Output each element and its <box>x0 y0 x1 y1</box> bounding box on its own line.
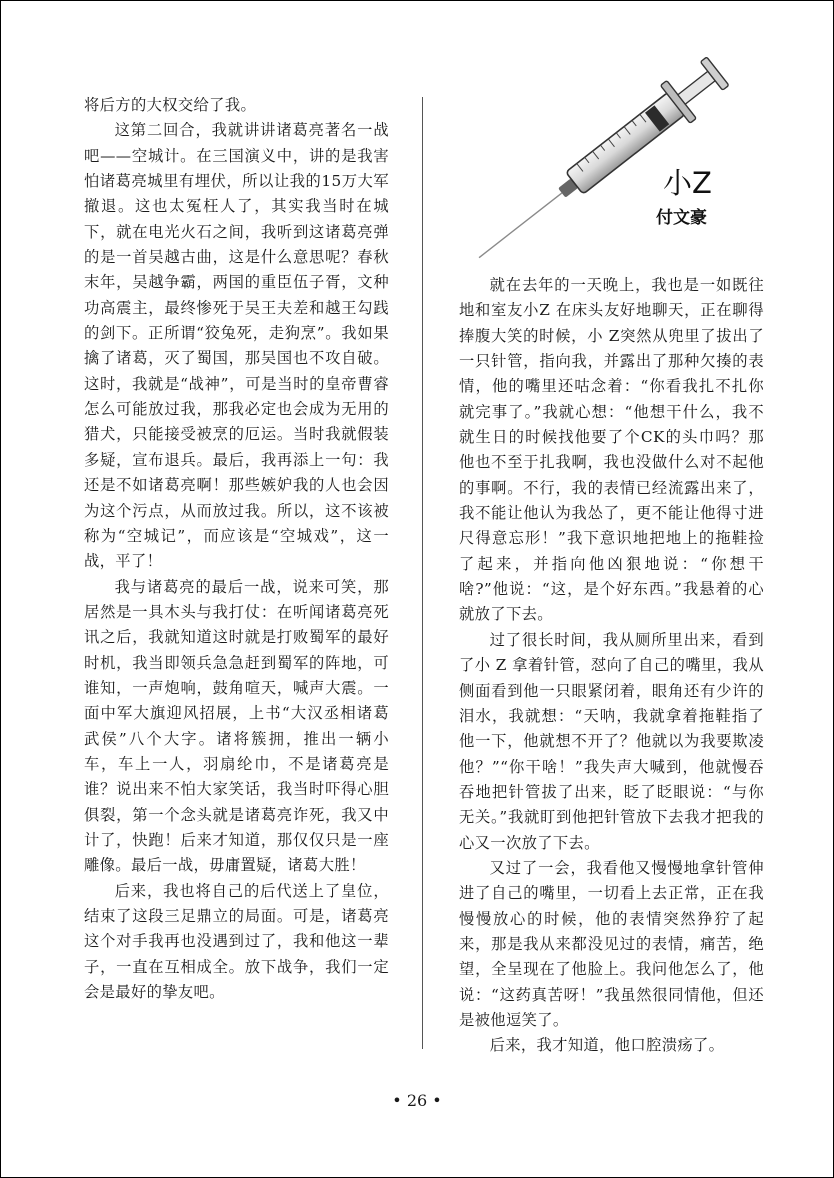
article-paragraph-2: 过了很长时间，我从厕所里出来，看到了小 Z 拿着针管，怼向了自己的嘴里，我从侧面看到他一只眼紧闭着，眼角还有少许的泪水，我就想：“天呐，我就拿着拖鞋指了他一下，他就想不开了？他就以为我要欺凌他？”“你干啥！”我失声大喊到，他就慢吞吞地把针管拔了出来，眨了眨眼说：“与你无关。”我就盯到他把针管放下去我才把我的心又一次放了下去。 <box>459 630 764 852</box>
needle <box>479 193 562 258</box>
column-divider <box>422 97 423 1049</box>
page-number: • 26 • <box>392 1091 442 1110</box>
left-paragraph-3: 我与诸葛亮的最后一战，说来可笑，那居然是一具木头与我打仗：在听闻诸葛亮死讯之后，我就知道这时就是打败蜀军的最好时机，我当即领兵急急赶到蜀军的阵地，可谁知，一声炮响，鼓角喧天，喊声大震。一面中军大旗迎风招展，上书“大汉丞相诸葛武侯”八个大字。诸将簇拥，推出一辆小车，车上一人，羽扇纶巾，不是诸葛亮是谁？说出来不怕大家笑话，我当时吓得心胆俱裂，第一个念头就是诸葛亮诈死，我又中计了，快跑！后来才知道，那仅仅只是一座雕像。最后一战，毋庸置疑，诸葛大胜！ <box>84 577 389 875</box>
left-paragraph-2: 这第二回合，我就讲讲诸葛亮著名一战吧——空城计。在三国演义中，讲的是我害怕诸葛亮城里有埋伏，所以让我的15万大军撤退。这也太冤枉人了，其实我当时在城下，就在电光火石之间，我听到这诸葛亮弹的是一首吴越古曲，这是什么意思呢？春秋末年，吴越争霸，两国的重臣伍子胥，文种功高震主，最终惨死于吴王夫差和越王勾践的剑下。正所谓“狡兔死，走狗烹”。我如果擒了诸葛，灭了蜀国，那吴国也不攻自破。这时，我就是“战神”，可是当时的皇帝曹睿怎么可能放过我，那我必定也会成为无用的猎犬，只能接受被烹的厄运。当时我就假装多疑，宣布退兵。最后，我再添上一句：我还是不如诸葛亮啊！那些嫉妒我的人也会因为这个污点，从而放过我。所以，这不该被称为“空城记”，而应该是“空城戏”，这一战，平了！ <box>84 121 389 571</box>
article-paragraph-4: 后来，我才知道，他口腔溃疡了。 <box>489 1036 725 1055</box>
left-paragraph-1: 将后方的大权交给了我。 <box>84 96 257 114</box>
left-column-text <box>84 93 389 1005</box>
syringe-illustration <box>463 43 763 268</box>
left-paragraph-4: 后来，我也将自己的后代送上了皇位，结束了这段三足鼎立的局面。可是，诸葛亮这个对手我再也没遇到过了，我和他这一辈子，一直在互相成全。放下战争，我们一定会是最好的挚友吧。 <box>84 881 389 1002</box>
article-paragraph-3: 又过了一会，我看他又慢慢地拿针管伸进了自己的嘴里，一切看上去正常，正在我慢慢放心的时候，他的表情突然狰狞了起来，那是我从来都没见过的表情，痛苦，绝望，全呈现在了他脸上。我问他怎么了，他说：“这药真苦呀！”我虽然很同情他，但还是被他逗笑了。 <box>459 858 764 1029</box>
article-paragraph-1: 就在去年的一天晚上，我也是一如既往地和室友小Z 在床头友好地聊天，正在聊得捧腹大笑的时候，小 Z突然从兜里了拔出了一只针管，指向我，并露出了那种欠揍的表情，他的嘴里还咕念着：“你看我扎不扎你就完事了。”我就心想：“他想干什么，我不就生日的时候找他要了个CK的头巾吗？那他也不至于扎我啊，我也没做什么对不起他的事啊。不行，我的表情已经流露出来了，我不能让他认为我怂了，更不能让他得寸进尺得意忘形！”我下意识地把地上的拖鞋捡了起来，并指向他凶狠地说：“你想干啥?”他说：“这，是个好东西。”我悬着的心就放了下去。 <box>459 276 764 624</box>
plunger-rod <box>678 71 715 104</box>
article-author: 付文豪 <box>656 208 707 228</box>
article-title: 小Z <box>663 166 712 200</box>
right-column-text <box>459 273 764 1059</box>
